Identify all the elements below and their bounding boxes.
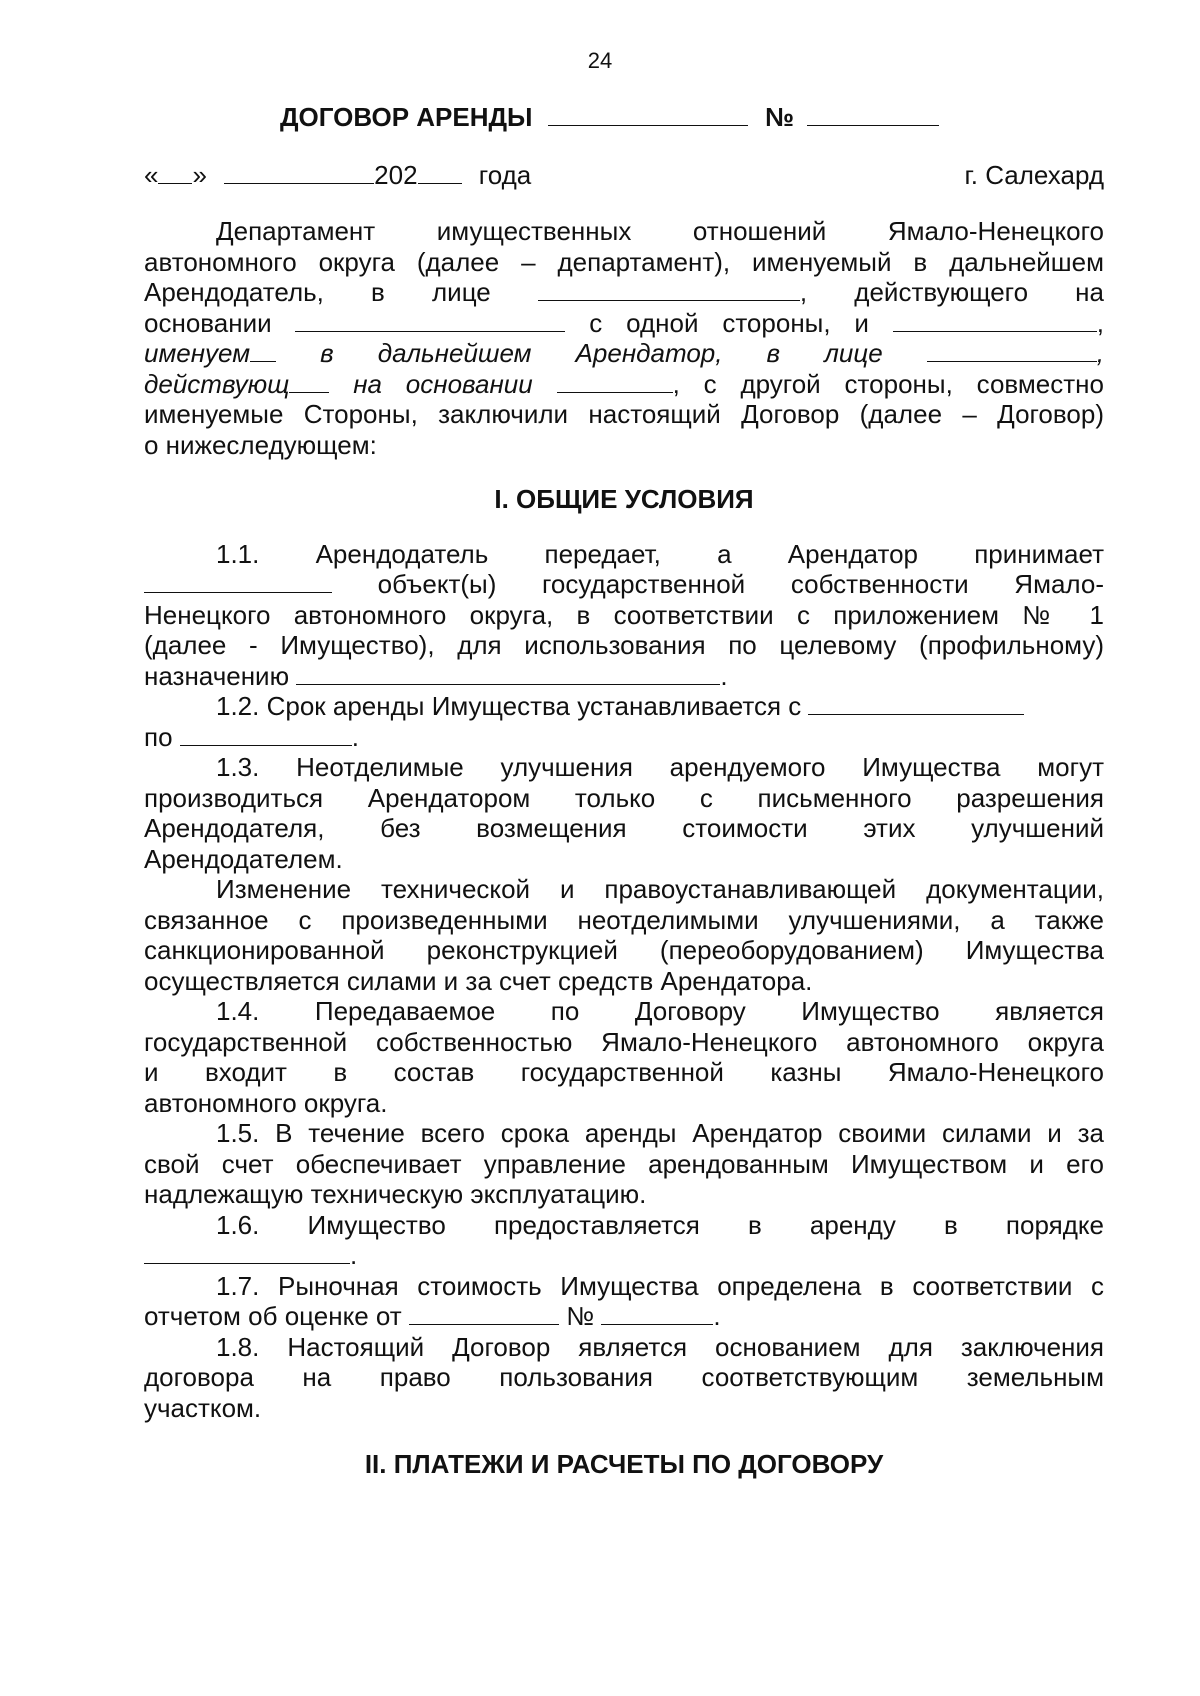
- basis-blank: [295, 311, 565, 332]
- clause-text: назначению: [144, 660, 290, 691]
- section-title-general: I. ОБЩИЕ УСЛОВИЯ: [494, 484, 754, 514]
- preamble-line: Департамент имущественных отношений Ямало-Ненецкого: [216, 216, 1104, 246]
- report-date-blank: [409, 1304, 559, 1325]
- clause-line: [144, 569, 1104, 600]
- preamble: [144, 216, 1104, 460]
- date-quote-open: «: [144, 160, 159, 190]
- number-sign: №: [764, 102, 794, 132]
- report-number-blank: [601, 1304, 713, 1325]
- representative-blank: [538, 280, 800, 301]
- preamble-line: [144, 277, 1104, 308]
- clause-line: Изменение технической и правоустанавливающей документации,: [216, 874, 1104, 904]
- clause-line: 1.4. Передаваемое по Договору Имущество является: [216, 996, 1104, 1026]
- preamble-text: , с другой стороны, совместно: [672, 368, 1104, 399]
- clause-line: 1.8. Настоящий Договор является основанием для заключения: [216, 1331, 1104, 1362]
- preamble-text: , действующего на: [799, 277, 1104, 307]
- procedure-blank: [144, 1243, 350, 1264]
- year-prefix: 202: [374, 160, 418, 190]
- preamble-text: на основании: [353, 368, 533, 399]
- preamble-text: ,: [1096, 338, 1104, 368]
- clause-text: 1.2. Срок аренды Имущества устанавливается с: [216, 691, 802, 721]
- clause-line: [144, 691, 1104, 722]
- clause-line: автономного округа.: [144, 1087, 388, 1118]
- property-blank: [144, 572, 332, 593]
- lessee-representative-blank: [927, 341, 1097, 362]
- clause-line: договора на право пользования соответствующим земельным: [144, 1362, 1104, 1392]
- page-number: 24: [587, 48, 613, 73]
- end-date-blank: [180, 725, 352, 746]
- contract-type-blank: [548, 103, 748, 126]
- document-body: [144, 216, 1104, 1480]
- clause-line: санкционированной реконструкцией (переоборудованием) Имущества: [144, 935, 1104, 965]
- contract-number-blank: [807, 103, 939, 126]
- preamble-text: основании: [144, 307, 272, 338]
- clause-line: Ненецкого автономного округа, в соответствии с приложением № 1: [144, 599, 1104, 630]
- ending-blank: [289, 372, 329, 393]
- preamble-text: с одной стороны, и: [589, 307, 869, 338]
- lessee-blank: [893, 311, 1097, 332]
- day-blank: [158, 163, 192, 184]
- city: г. Салехард: [964, 160, 1104, 190]
- start-date-blank: [808, 694, 1024, 715]
- preamble-text: действующ: [144, 368, 290, 399]
- clause-line: по .: [144, 721, 360, 752]
- clause-line: и входит в состав государственной казны Ямало-Ненецкого: [144, 1057, 1104, 1087]
- preamble-text: Арендодатель, в лице: [144, 277, 491, 307]
- clause-line: связанное с произведенными неотделимыми улучшениями, а также: [144, 904, 1104, 935]
- date-quote-close: »: [192, 160, 207, 190]
- year-suffix: года: [478, 160, 532, 190]
- date-city-row: [144, 160, 1104, 191]
- clause-text: №: [566, 1301, 595, 1331]
- clause-line: Арендодателя, без возмещения стоимости этих улучшений: [144, 813, 1104, 843]
- clause-line: участком.: [144, 1392, 262, 1423]
- clause-line: производиться Арендатором только с письменного разрешения: [144, 782, 1104, 813]
- clause-line: 1.7. Рыночная стоимость Имущества определена в соответствии с: [216, 1270, 1104, 1301]
- month-blank: [224, 163, 374, 184]
- clause-line: отчетом об оценке от № .: [144, 1301, 721, 1331]
- clause-line: 1.3. Неотделимые улучшения арендуемого Имущества могут: [216, 752, 1104, 782]
- preamble-line: [144, 338, 1104, 369]
- clause-text: отчетом об оценке от: [144, 1301, 402, 1331]
- clause-line: Арендодателем.: [144, 843, 343, 874]
- preamble-text: именуем: [144, 338, 251, 368]
- preamble-line: [144, 308, 1104, 339]
- lessee-basis-blank: [557, 372, 673, 393]
- clause-line: 1.1. Арендодатель передает, а Арендатор принимает: [216, 538, 1104, 569]
- clause-line: 1.5. В течение всего срока аренды Арендатор своими силами и за: [216, 1118, 1104, 1148]
- year-blank: [418, 163, 462, 184]
- preamble-line: о нижеследующем:: [144, 429, 377, 460]
- clause-line: 1.6. Имущество предоставляется в аренду в порядке: [216, 1209, 1104, 1240]
- section-title-payments: II. ПЛАТЕЖИ И РАСЧЕТЫ ПО ДОГОВОРУ: [364, 1449, 884, 1479]
- clause-line: свой счет обеспечивает управление арендованным Имуществом и его: [144, 1148, 1104, 1179]
- document-title-row: [280, 102, 939, 133]
- clause-line: осуществляется силами и за счет средств Арендатора.: [144, 965, 813, 996]
- preamble-text: ,: [1096, 307, 1104, 338]
- clause-line: .: [144, 1240, 1104, 1271]
- clause-text: по: [144, 721, 173, 752]
- clause-line: государственной собственностью Ямало-Ненецкого автономного округа: [144, 1026, 1104, 1057]
- preamble-line: именуемые Стороны, заключили настоящий Договор (далее – Договор): [144, 399, 1104, 429]
- preamble-line: автономного округа (далее – департамент), именуемый в дальнейшем: [144, 246, 1104, 277]
- clause-line: надлежащую техническую эксплуатацию.: [144, 1179, 647, 1209]
- preamble-text: в дальнейшем Арендатор, в лице: [320, 338, 883, 368]
- preamble-line: [144, 369, 1104, 400]
- clause-line: назначению .: [144, 660, 728, 691]
- purpose-blank: [296, 664, 720, 685]
- document-title: ДОГОВОР АРЕНДЫ: [280, 102, 533, 132]
- ending-blank: [250, 341, 276, 362]
- clause-text: объект(ы) государственной собственности Ямало-: [377, 569, 1104, 599]
- clause-line: (далее - Имущество), для использования по целевому (профильному): [144, 630, 1104, 660]
